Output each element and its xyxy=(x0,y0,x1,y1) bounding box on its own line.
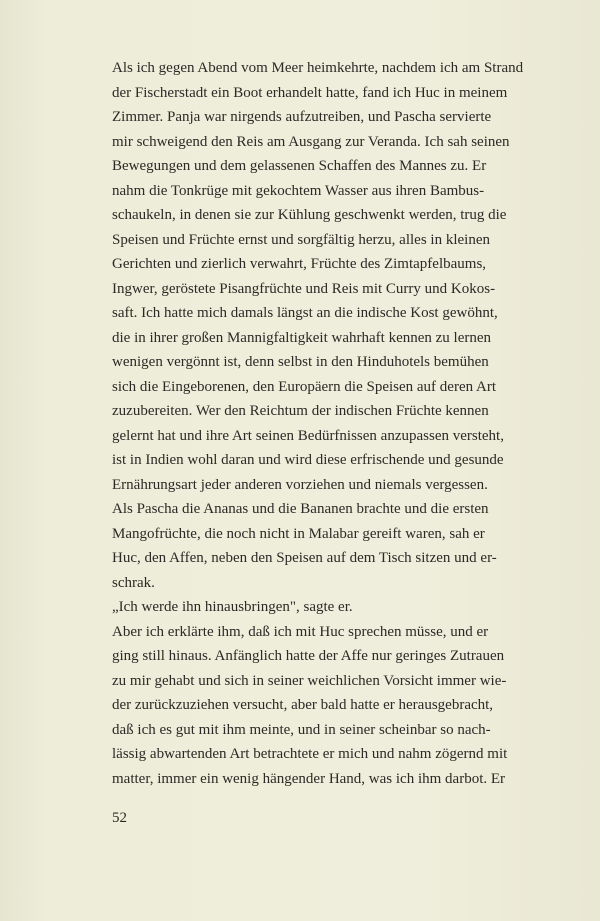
text-line: schaukeln, in denen sie zur Kühlung geschwenkt werden, trug die xyxy=(112,207,507,223)
text-line: Gerichten und zierlich verwahrt, Früchte des Zimtapfelbaums, xyxy=(112,256,487,272)
text-line: Huc, den Affen, neben den Speisen auf dem Tisch sitzen und er- xyxy=(112,550,497,566)
text-line: wenigen vergönnt ist, denn selbst in den Hinduhotels bemühen xyxy=(112,354,489,370)
text-line: zuzubereiten. Wer den Reichtum der indischen Früchte kennen xyxy=(112,403,489,419)
page-number: 52 xyxy=(112,810,127,826)
text-line: ging still hinaus. Anfänglich hatte der Affe nur geringes Zutrauen xyxy=(112,648,505,664)
text-line: Als ich gegen Abend vom Meer heimkehrte, nachdem ich am Strand xyxy=(112,60,524,76)
text-line: gelernt hat und ihre Art seinen Bedürfnissen anzupassen versteht, xyxy=(112,427,504,444)
text-line: Zimmer. Panja war nirgends aufzutreiben, und Pascha servierte xyxy=(112,109,492,125)
text-line: „Ich werde ihn hinausbringen", sagte er. xyxy=(112,599,353,615)
text-line: sich die Eingeborenen, den Europäern die Speisen auf deren Art xyxy=(112,378,497,395)
text-line: Als Pascha die Ananas und die Bananen brachte und die ersten xyxy=(112,501,489,517)
text-line: Aber ich erklärte ihm, daß ich mit Huc sprechen müsse, und er xyxy=(112,623,489,640)
text-line: zu mir gehabt und sich in seiner weichlichen Vorsicht immer wie- xyxy=(112,672,507,689)
text-line: Mangofrüchte, die noch nicht in Malabar gereift waren, sah er xyxy=(112,525,485,542)
body-text xyxy=(112,56,556,791)
text-line: die in ihrer großen Mannigfaltigkeit wahrhaft kennen zu lernen xyxy=(112,329,492,346)
text-line: ist in Indien wohl daran und wird diese erfrischende und gesunde xyxy=(112,452,504,468)
text-line: Speisen und Früchte ernst und sorgfältig herzu, alles in kleinen xyxy=(112,231,490,248)
text-line: nahm die Tonkrüge mit gekochtem Wasser aus ihren Bambus- xyxy=(112,182,485,199)
text-line: saft. Ich hatte mich damals längst an die indische Kost gewöhnt, xyxy=(112,305,498,321)
text-line: der Fischerstadt ein Boot erhandelt hatte, fand ich Huc in meinem xyxy=(112,84,508,101)
text-line: lässig abwartenden Art betrachtete er mich und nahm zögernd mit xyxy=(112,746,508,762)
text-line: Bewegungen und dem gelassenen Schaffen des Mannes zu. Er xyxy=(112,158,487,174)
text-line: mir schweigend den Reis am Ausgang zur Veranda. Ich sah seinen xyxy=(112,133,510,150)
text-line: matter, immer ein wenig hängender Hand, was ich ihm darbot. Er xyxy=(112,770,506,787)
text-line: schrak. xyxy=(112,574,155,591)
text-line: der zurückzuziehen versucht, aber bald hatte er herausgebracht, xyxy=(112,697,494,713)
text-line: daß ich es gut mit ihm meinte, und in seiner scheinbar so nach- xyxy=(112,721,491,738)
text-line: Ernährungsart jeder anderen vorziehen und niemals vergessen. xyxy=(112,476,488,493)
text-line: Ingwer, geröstete Pisangfrüchte und Reis mit Curry und Kokos- xyxy=(112,280,496,297)
